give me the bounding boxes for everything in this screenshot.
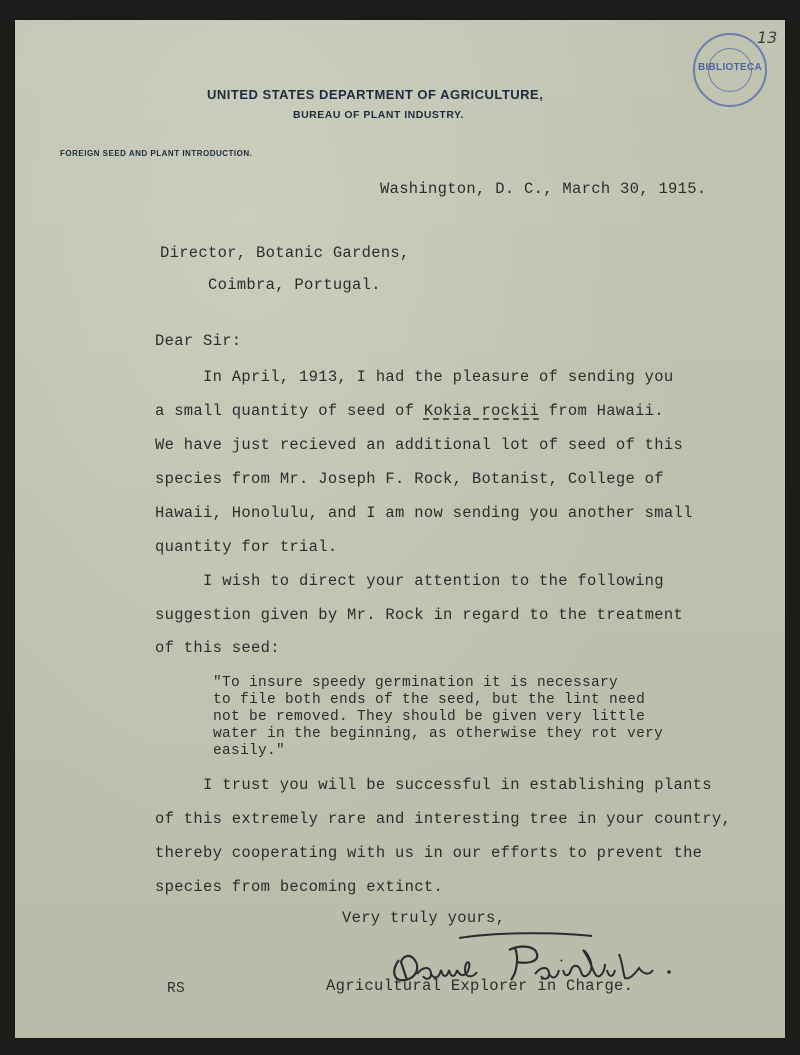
para2-line-2: suggestion given by Mr. Rock in regard to the treatment <box>155 606 684 624</box>
para1-line-1: In April, 1913, I had the pleasure of sending you <box>203 368 674 386</box>
para1-line-3: We have just recieved an additional lot of seed of this <box>155 436 684 454</box>
quote-line-4: water in the beginning, as otherwise they rot very <box>213 726 664 742</box>
letterhead-dept: UNITED STATES DEPARTMENT OF AGRICULTURE, <box>207 87 544 102</box>
para1-line-2-post: from Hawaii. <box>539 402 664 420</box>
para2-line-3: of this seed: <box>155 639 280 657</box>
quote-line-2: to file both ends of the seed, but the lint need <box>213 692 646 708</box>
page-number: 13 <box>757 28 778 47</box>
letter-page <box>15 20 785 1038</box>
para1-line-2-pre: a small quantity of seed of <box>155 402 424 420</box>
para1-line-2 <box>155 402 664 420</box>
typist-initials: RS <box>167 981 186 997</box>
address-line-1: Director, Botanic Gardens, <box>160 244 410 262</box>
letter-date: Washington, D. C., March 30, 1915. <box>380 180 707 198</box>
para1-line-5: Hawaii, Honolulu, and I am now sending you another small <box>155 504 693 522</box>
salutation: Dear Sir: <box>155 332 242 350</box>
quote-line-1: "To insure speedy germination it is necessary <box>213 675 619 691</box>
para3-line-1: I trust you will be successful in establishing plants <box>203 776 712 794</box>
quote-line-5: easily." <box>213 743 286 759</box>
letterhead-office: FOREIGN SEED AND PLANT INTRODUCTION. <box>60 149 253 158</box>
closing: Very truly yours, <box>342 909 506 927</box>
para1-line-6: quantity for trial. <box>155 538 338 556</box>
address-line-2: Coimbra, Portugal. <box>208 276 381 294</box>
species-name: Kokia rockii <box>423 402 540 420</box>
para3-line-2: of this extremely rare and interesting tree in your country, <box>155 810 732 828</box>
signer-title: Agricultural Explorer in Charge. <box>326 977 634 995</box>
para3-line-3: thereby cooperating with us in our efforts to prevent the <box>155 844 703 862</box>
para3-line-4: species from becoming extinct. <box>155 878 444 896</box>
para1-line-4: species from Mr. Joseph F. Rock, Botanist, College of <box>155 470 664 488</box>
library-stamp <box>693 33 767 107</box>
letterhead-bureau: BUREAU OF PLANT INDUSTRY. <box>293 109 464 121</box>
para2-line-1: I wish to direct your attention to the following <box>203 572 664 590</box>
quote-line-3: not be removed. They should be given very little <box>213 709 646 725</box>
stamp-label: BIBLIOTECA <box>697 62 763 73</box>
